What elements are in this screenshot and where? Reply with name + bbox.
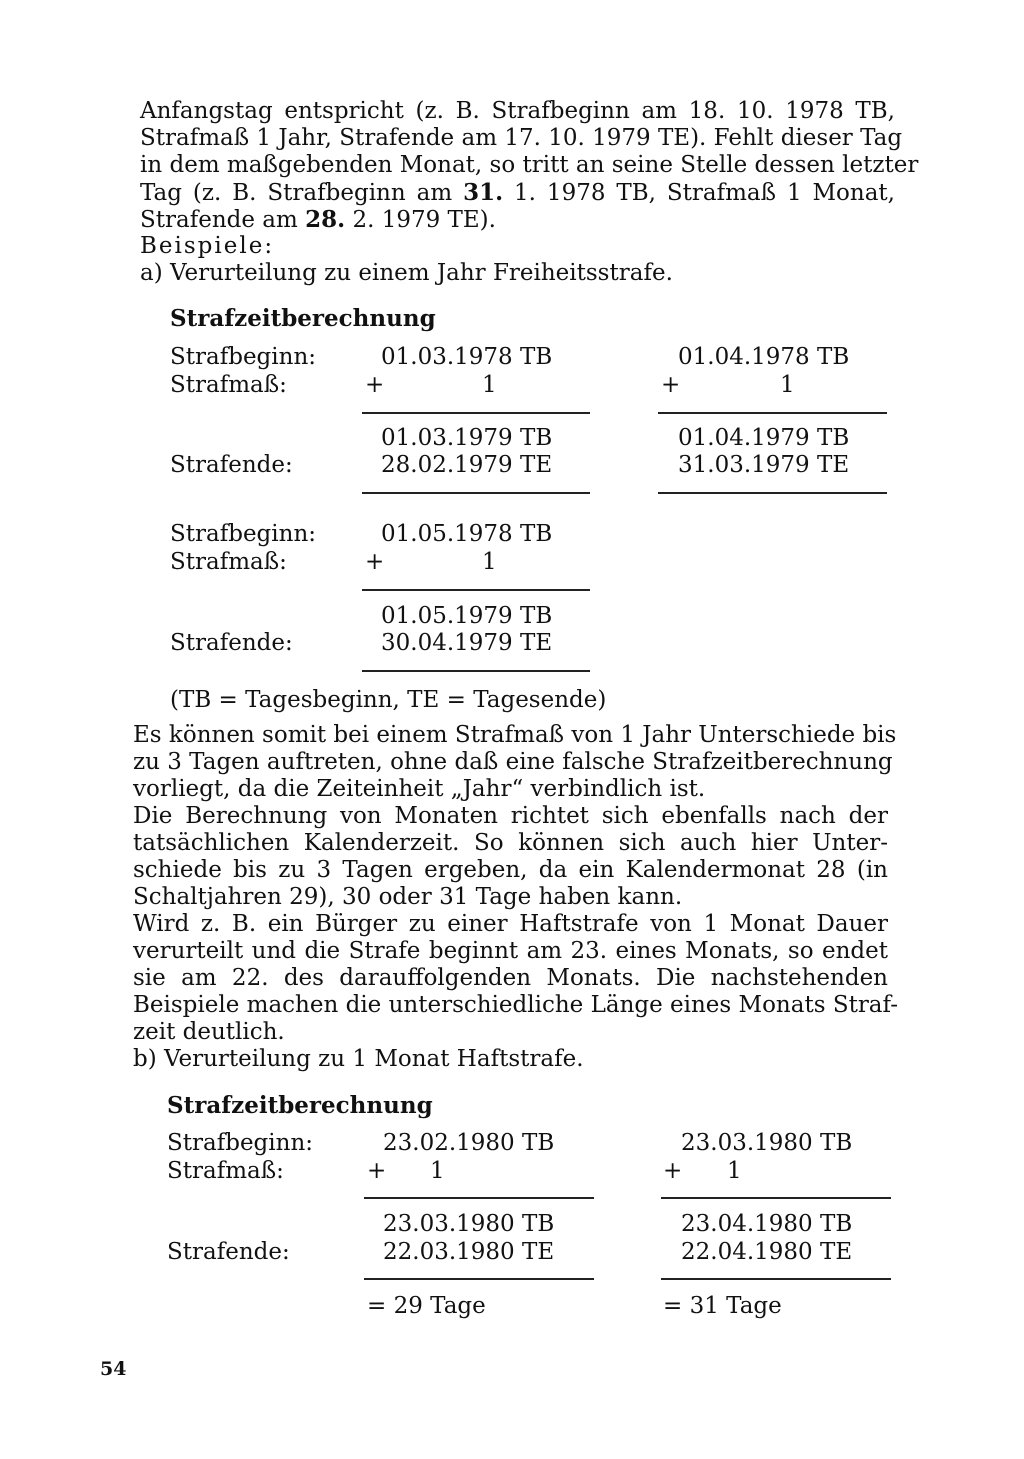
- examples-label: Beispiele:: [140, 233, 275, 259]
- middle-paragraph: [133, 722, 898, 1073]
- middle-line-4: Die Berechnung von Monaten richtet sich ebenfalls nach der: [133, 803, 888, 829]
- calc-b-right-sum-rule: [661, 1197, 891, 1199]
- intro-line-4-a: Tag (z. B. Strafbeginn am: [140, 180, 464, 206]
- middle-line-8: Wird z. B. ein Bürger zu einer Haftstrafe von 1 Monat Dauer: [133, 911, 888, 937]
- calc-a1-right-amount: 1: [780, 372, 795, 398]
- calc-a1-left-plus: +: [365, 372, 385, 398]
- intro-paragraph: [140, 98, 919, 287]
- calc-a2-end-label: Strafende:: [170, 630, 293, 656]
- middle-line-7: Schaltjahren 29), 30 oder 31 Tage haben kann.: [133, 884, 683, 910]
- calc-b-end-label: Strafende:: [167, 1239, 290, 1265]
- calc-a2-left-amount: 1: [482, 549, 497, 575]
- intro-line-5: [140, 206, 895, 233]
- calc-a2-left-plus: +: [365, 549, 385, 575]
- intro-line-4-b: 1. 1978 TB, Strafmaß 1 Monat,: [503, 180, 895, 206]
- middle-line-2: zu 3 Tagen auftreten, ohne daß eine falsche Strafzeitberechnung: [133, 749, 893, 775]
- calc-b-left-total: = 29 Tage: [367, 1293, 486, 1319]
- calc-a2-measure-label: Strafmaß:: [170, 549, 287, 575]
- calc-a1-left-end: 28.02.1979 TE: [381, 452, 553, 478]
- calc-a-legend: (TB = Tagesbeginn, TE = Tagesende): [170, 687, 607, 713]
- calc-a-heading: Strafzeitberechnung: [170, 305, 436, 332]
- calc-a1-left-sum-rule: [362, 412, 590, 414]
- calc-a1-left-amount: 1: [482, 372, 497, 398]
- calc-b-right-plus: +: [663, 1158, 683, 1184]
- middle-line-9: verurteilt und die Strafe beginnt am 23. eines Monats, so endet: [133, 938, 888, 964]
- calc-b-left-end: 22.03.1980 TE: [383, 1239, 555, 1265]
- intro-line-1: Anfangstag entspricht (z. B. Strafbeginn am 18. 10. 1978 TB,: [140, 98, 895, 124]
- calc-b-right-end-rule: [661, 1278, 891, 1280]
- middle-line-6: schiede bis zu 3 Tagen ergeben, da ein Kalendermonat 28 (in: [133, 857, 888, 883]
- calc-b-left-amount: 1: [430, 1158, 445, 1184]
- calc-b-left-sum-rule: [364, 1197, 594, 1199]
- calc-a1-left-sum: 01.03.1979 TB: [381, 425, 553, 451]
- calc-a1-measure-label: Strafmaß:: [170, 372, 287, 398]
- intro-line-5-a: Strafende am: [140, 207, 306, 233]
- example-a-label: a) Verurteilung zu einem Jahr Freiheitsstrafe.: [140, 260, 673, 286]
- calc-a1-right-end: 31.03.1979 TE: [678, 452, 850, 478]
- calc-b-left-plus: +: [367, 1158, 387, 1184]
- calc-a1-right-start: 01.04.1978 TB: [678, 344, 850, 370]
- calc-b-right-sum: 23.04.1980 TB: [681, 1211, 853, 1237]
- calc-b-left-start: 23.02.1980 TB: [383, 1130, 555, 1156]
- middle-line-3: vorliegt, da die Zeiteinheit „Jahr“ verbindlich ist.: [133, 776, 706, 802]
- calc-b-right-amount: 1: [727, 1158, 742, 1184]
- calc-b-right-start: 23.03.1980 TB: [681, 1130, 853, 1156]
- intro-line-5-bold: 28.: [305, 206, 346, 233]
- calc-b-right-total: = 31 Tage: [663, 1293, 782, 1319]
- calc-a1-end-label: Strafende:: [170, 452, 293, 478]
- calc-a2-left-sum-rule: [362, 589, 590, 591]
- intro-line-2: Strafmaß 1 Jahr, Strafende am 17. 10. 1979 TE). Fehlt dieser Tag: [140, 125, 903, 151]
- intro-line-4: [140, 179, 895, 206]
- calc-a1-right-sum-rule: [658, 412, 887, 414]
- calc-a2-left-end-rule: [362, 670, 590, 672]
- calc-a2-start-label: Strafbeginn:: [170, 521, 317, 547]
- calc-a2-left-sum: 01.05.1979 TB: [381, 603, 553, 629]
- intro-line-4-bold: 31.: [463, 179, 504, 206]
- calc-b-right-end: 22.04.1980 TE: [681, 1239, 853, 1265]
- intro-line-5-b: 2. 1979 TE).: [345, 207, 496, 233]
- calc-a2-left-end: 30.04.1979 TE: [381, 630, 553, 656]
- middle-line-5: tatsächlichen Kalenderzeit. So können sich auch hier Unter-: [133, 830, 888, 856]
- calc-b-left-sum: 23.03.1980 TB: [383, 1211, 555, 1237]
- calc-a1-right-plus: +: [661, 372, 681, 398]
- calc-b-measure-label: Strafmaß:: [167, 1158, 284, 1184]
- middle-line-11: Beispiele machen die unterschiedliche Länge eines Monats Straf-: [133, 992, 898, 1018]
- page-number: 54: [100, 1358, 127, 1380]
- calc-a1-left-end-rule: [362, 492, 590, 494]
- middle-line-1: Es können somit bei einem Strafmaß von 1 Jahr Unterschiede bis: [133, 722, 897, 748]
- calc-a1-start-label: Strafbeginn:: [170, 344, 317, 370]
- calc-b-left-end-rule: [364, 1278, 594, 1280]
- example-b-label: b) Verurteilung zu 1 Monat Haftstrafe.: [133, 1046, 584, 1072]
- calc-a1-right-sum: 01.04.1979 TB: [678, 425, 850, 451]
- intro-line-3: in dem maßgebenden Monat, so tritt an seine Stelle dessen letzter: [140, 152, 919, 178]
- middle-line-10: sie am 22. des darauffolgenden Monats. Die nachstehenden: [133, 965, 888, 991]
- calc-a1-left-start: 01.03.1978 TB: [381, 344, 553, 370]
- calc-b-start-label: Strafbeginn:: [167, 1130, 314, 1156]
- calc-a1-right-end-rule: [658, 492, 887, 494]
- calc-a2-left-start: 01.05.1978 TB: [381, 521, 553, 547]
- middle-line-12: zeit deutlich.: [133, 1019, 285, 1045]
- calc-b-heading: Strafzeitberechnung: [167, 1092, 433, 1119]
